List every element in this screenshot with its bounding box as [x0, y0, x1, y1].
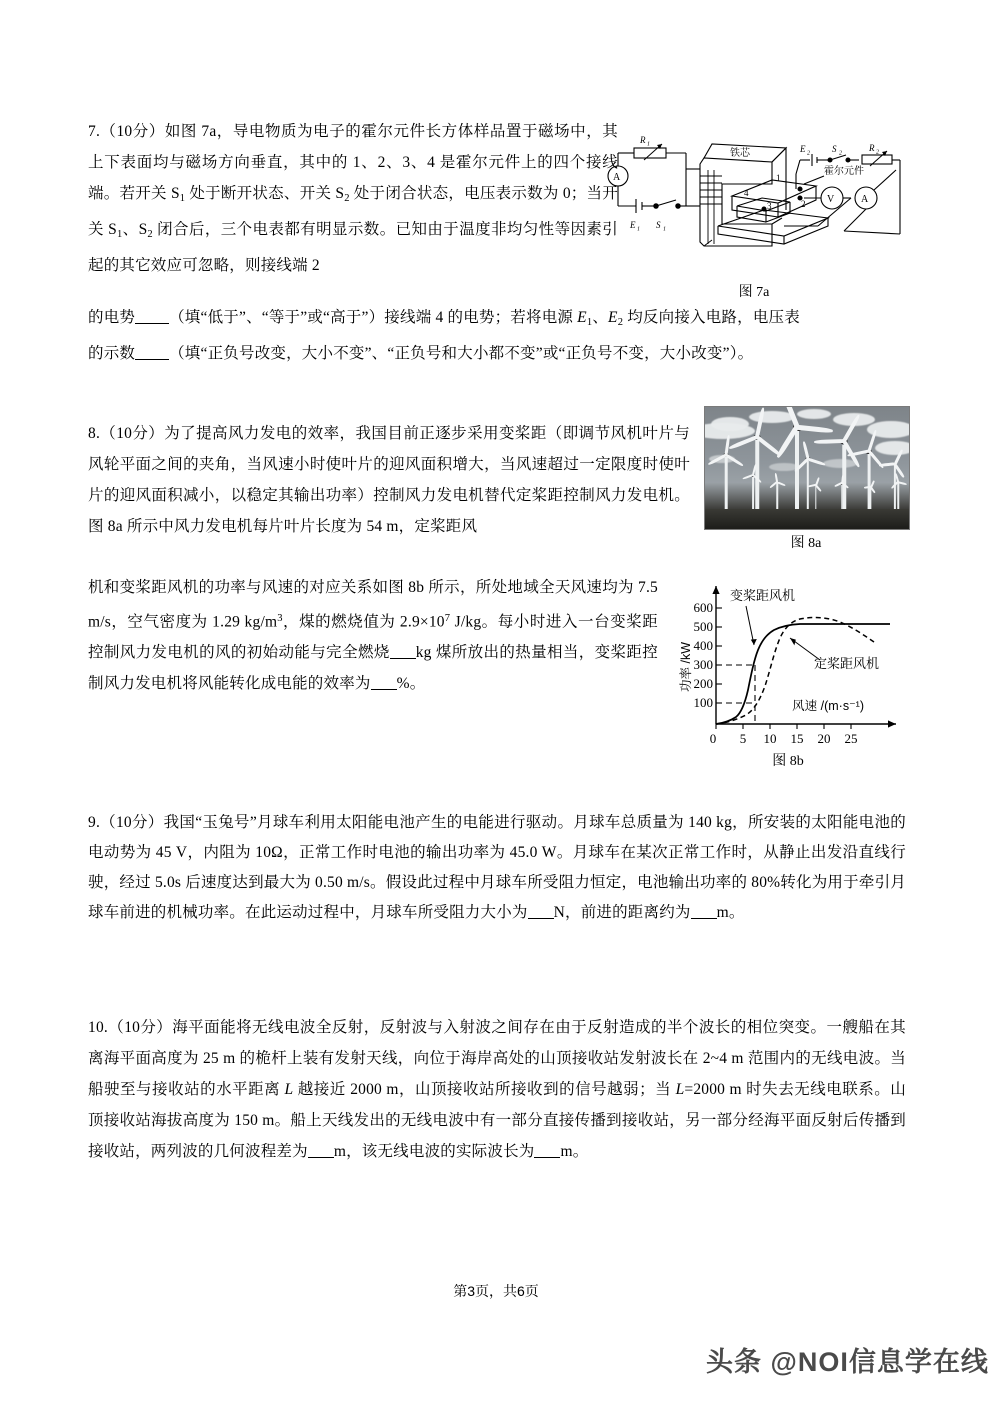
- x-axis-label: 风速 /(m·s⁻¹): [792, 699, 864, 713]
- q8-sup-e7: 7: [444, 613, 451, 624]
- annotation-variable-pitch: 变桨距风机: [730, 588, 796, 603]
- q7-sub-s2b: 2: [147, 228, 153, 240]
- question-7-text: [88, 116, 618, 281]
- q8-sup-m3: 3: [277, 613, 283, 624]
- q7-run-5: 闭合后，三个电表都有明显示数。已知由于温度非均匀性等因素引起的其它效应可忽略，则接线端 2: [88, 220, 618, 274]
- terminal-3-dot: [762, 207, 766, 211]
- q8-run-3: J/kg。每小时进入一台变桨距控制风力发电机的风的初始动能与完全燃烧: [88, 613, 659, 662]
- svg-text:1: 1: [647, 141, 650, 148]
- svg-text:2: 2: [876, 149, 879, 156]
- label-s1: S: [656, 220, 661, 230]
- q7-run-8: 、: [592, 309, 609, 326]
- svg-text:2: 2: [807, 150, 810, 157]
- figure-7a-caption: 图 7a: [738, 285, 770, 300]
- y-axis-label: 功率 /kW: [679, 642, 693, 692]
- figure-7a: [604, 114, 904, 301]
- figure-8a-caption: 图 8a: [790, 536, 822, 551]
- q7-run-11: （填“正负号改变，大小不变”、“正负号和大小都不变”或“正负号不变，大小改变”）。: [169, 344, 754, 362]
- wind-farm-photo: [704, 406, 910, 530]
- q7-symbol-e2: E: [608, 309, 618, 326]
- q7-run-9: 均反向接入电路，电压表: [623, 309, 800, 326]
- question-8-paragraph-1: 8.（10分）为了提高风力发电的效率，我国目前正逐步采用变桨距（即调节风机叶片与风轮平面之间的夹角，当风速小时使叶片的迎风面积增大，当风速超过一定限度时使叶片的迎风面积减小，以稳定其输出功率）控制风力发电机替代定桨距控制风力发电机。图 8a 所示中风力发电机每片叶片长度为 54 m，定桨距风: [88, 425, 690, 535]
- answer-blank-q8-1[interactable]: [390, 643, 416, 660]
- svg-text:10: 10: [763, 731, 777, 746]
- svg-text:500: 500: [693, 619, 713, 634]
- q7-run-7: （填“低于”、“等于”或“高于”）接线端 4 的电势；若将电源: [169, 309, 578, 326]
- terminal-1-dot: [798, 187, 802, 191]
- answer-blank-q7-2[interactable]: [135, 343, 169, 360]
- power-vs-windspeed-chart: [668, 572, 908, 750]
- question-9-paragraph: [88, 808, 906, 928]
- q7-run-3: 处于闭合状态，电压表示数为 0；当开关 S: [88, 185, 618, 238]
- y-ticks: [716, 608, 722, 703]
- answer-blank-q8-2[interactable]: [371, 674, 397, 691]
- answer-blank-q7-1[interactable]: [135, 308, 169, 325]
- x-axis-arrow: [888, 720, 896, 727]
- y-axis-arrow: [712, 586, 719, 594]
- figure-8b-caption: 图 8b: [772, 754, 804, 769]
- label-terminal-1: 1: [776, 173, 781, 183]
- q10-run-5: m。: [560, 1143, 589, 1160]
- figure-8a: [704, 406, 908, 552]
- label-terminal-4: 4: [744, 188, 749, 198]
- answer-blank-q9-1[interactable]: [528, 903, 554, 920]
- svg-text:15: 15: [790, 731, 804, 746]
- label-e1: E: [630, 220, 636, 230]
- y-tick-labels: [694, 600, 714, 710]
- photo-ground: [705, 509, 909, 529]
- svg-text:20: 20: [817, 731, 831, 746]
- label-terminal-3: 3: [767, 201, 772, 211]
- svg-text:2: 2: [839, 150, 842, 157]
- q7-symbol-e: E: [577, 309, 587, 326]
- x-tick-labels: [710, 731, 858, 746]
- hall-effect-circuit-diagram: [604, 114, 904, 274]
- svg-text:5: 5: [739, 731, 747, 746]
- question-8-paragraph-2: [88, 572, 658, 699]
- question-7-paragraph-2: [88, 302, 906, 338]
- figure-8b: [668, 572, 908, 770]
- q10-symbol-l2: L: [675, 1081, 685, 1098]
- label-s2: S: [832, 144, 837, 154]
- q7-sub-e1: 1: [586, 316, 593, 328]
- svg-text:300: 300: [693, 657, 713, 672]
- rheostat-r1: [634, 148, 666, 158]
- answer-blank-q10-2[interactable]: [534, 1142, 560, 1159]
- q7-sub-e2: 2: [617, 316, 624, 328]
- x-ticks: [716, 724, 851, 729]
- label-ammeter-a1: A: [613, 172, 621, 183]
- q8-run-4: kg 煤所放出的热量相当，变桨距控制风力发电机将风能转化成电能的效率为: [88, 644, 658, 693]
- q9-run-2: N，前进的距离约为: [553, 904, 691, 921]
- q7-run-2: 处于断开状态、开关 S: [185, 185, 345, 202]
- question-8-text-part1: [88, 418, 690, 542]
- answer-blank-q9-2[interactable]: [691, 903, 717, 920]
- label-terminal-2: 2: [801, 199, 806, 209]
- q10-run-3: =2000 m 时失去无线电联系。山顶接收站海拔高度为 150 m。船上天线发出的无线电波中有一部分直接传播到接收站，另一部分经海平面反射后传播到接收站，两列波的几何波程差为: [88, 1081, 906, 1160]
- svg-text:100: 100: [693, 695, 713, 710]
- question-8-text-part2: [88, 572, 658, 699]
- question-7-paragraph-1: [88, 116, 618, 281]
- svg-text:200: 200: [693, 676, 713, 691]
- q7-run-6: 的电势: [88, 309, 136, 326]
- svg-text:1: 1: [663, 226, 666, 233]
- question-7-paragraph-3: [88, 338, 906, 369]
- watermark: 头条 @NOI信息学在线: [706, 1347, 989, 1377]
- answer-blank-q10-1[interactable]: [308, 1142, 334, 1159]
- guide-lines: [716, 665, 756, 724]
- q10-symbol-l1: L: [284, 1081, 294, 1098]
- label-ammeter-a2: A: [861, 194, 869, 205]
- q7-run-4: 、S: [122, 220, 148, 238]
- q7-sub-s1b: 1: [117, 228, 123, 240]
- question-10-text: [88, 1012, 906, 1167]
- label-r2: R: [869, 143, 875, 153]
- q8-run-1: 机和变桨距风机的功率与风速的对应关系如图 8b 所示，所处地域全天风速均为 7.5 m/s，空气密度为 1.29 kg/m: [88, 579, 658, 631]
- label-e2: E: [800, 144, 806, 154]
- question-7-text-continued: [88, 302, 906, 369]
- annotation-fixed-pitch: 定桨距风机: [814, 656, 880, 671]
- question-10-paragraph: [88, 1012, 906, 1167]
- label-hall-element: 霍尔元件: [824, 166, 864, 177]
- label-iron-core: 铁芯: [730, 148, 750, 159]
- page-footer: 第3页，共6页: [453, 1283, 539, 1299]
- label-r1: R: [640, 135, 646, 145]
- q10-run-1: 10.（10分）海平面能将无线电波全反射，反射波与入射波之间存在由于反射造成的半个波长的相位突变。一艘船在其离海平面高度为 25 m 的桅杆上装有发射天线，向位于海岸高处的山顶接收站发射波长在 2~4 m 范围内的无线电波。当船驶至与接收站的水平距离: [88, 1019, 906, 1098]
- q7-run-1: 7.（10分）如图 7a，导电物质为电子的霍尔元件长方体样品置于磁场中，其上下表面均与磁场方向垂直，其中的 1、2、3、4 是霍尔元件上的四个接线端。若开关 S: [88, 123, 618, 202]
- q9-run-1: 9.（10分）我国“玉兔号”月球车利用太阳能电池产生的电能进行驱动。月球车总质量为 140 kg，所安装的太阳能电池的电动势为 45 V，内阻为 10Ω，正常工作时电池的输出功率为 45.0 W。月球车在某次正常工作时，从静止出发沿直线行驶，经过 5.0s 后速度达到最大为 0.50 m/s。假设此过程中月球车所受阻力恒定，电池输出功率的 80%转化为用于牵引月球车前进的机械功率。在此运动过程中，月球车所受阻力大小为: [88, 814, 906, 921]
- q8-run-5: %。: [396, 675, 426, 693]
- svg-text:400: 400: [693, 638, 713, 653]
- question-9-text: [88, 808, 906, 928]
- q7-sub-s2: 2: [344, 192, 350, 204]
- svg-text:25: 25: [844, 731, 858, 746]
- q7-run-10: 的示数: [88, 344, 136, 362]
- q7-sub-s1: 1: [179, 192, 186, 204]
- q9-run-3: m。: [716, 904, 745, 921]
- q10-run-2: 越接近 2000 m，山顶接收站所接收到的信号越弱；当: [293, 1081, 676, 1098]
- svg-text:600: 600: [693, 600, 713, 615]
- q8-run-2: ，煤的燃烧值为 2.9×10: [282, 613, 445, 631]
- svg-text:1: 1: [637, 226, 640, 233]
- label-voltmeter: V: [827, 194, 835, 205]
- q10-run-4: m，该无线电波的实际波长为: [333, 1143, 535, 1160]
- svg-text:0: 0: [709, 731, 717, 746]
